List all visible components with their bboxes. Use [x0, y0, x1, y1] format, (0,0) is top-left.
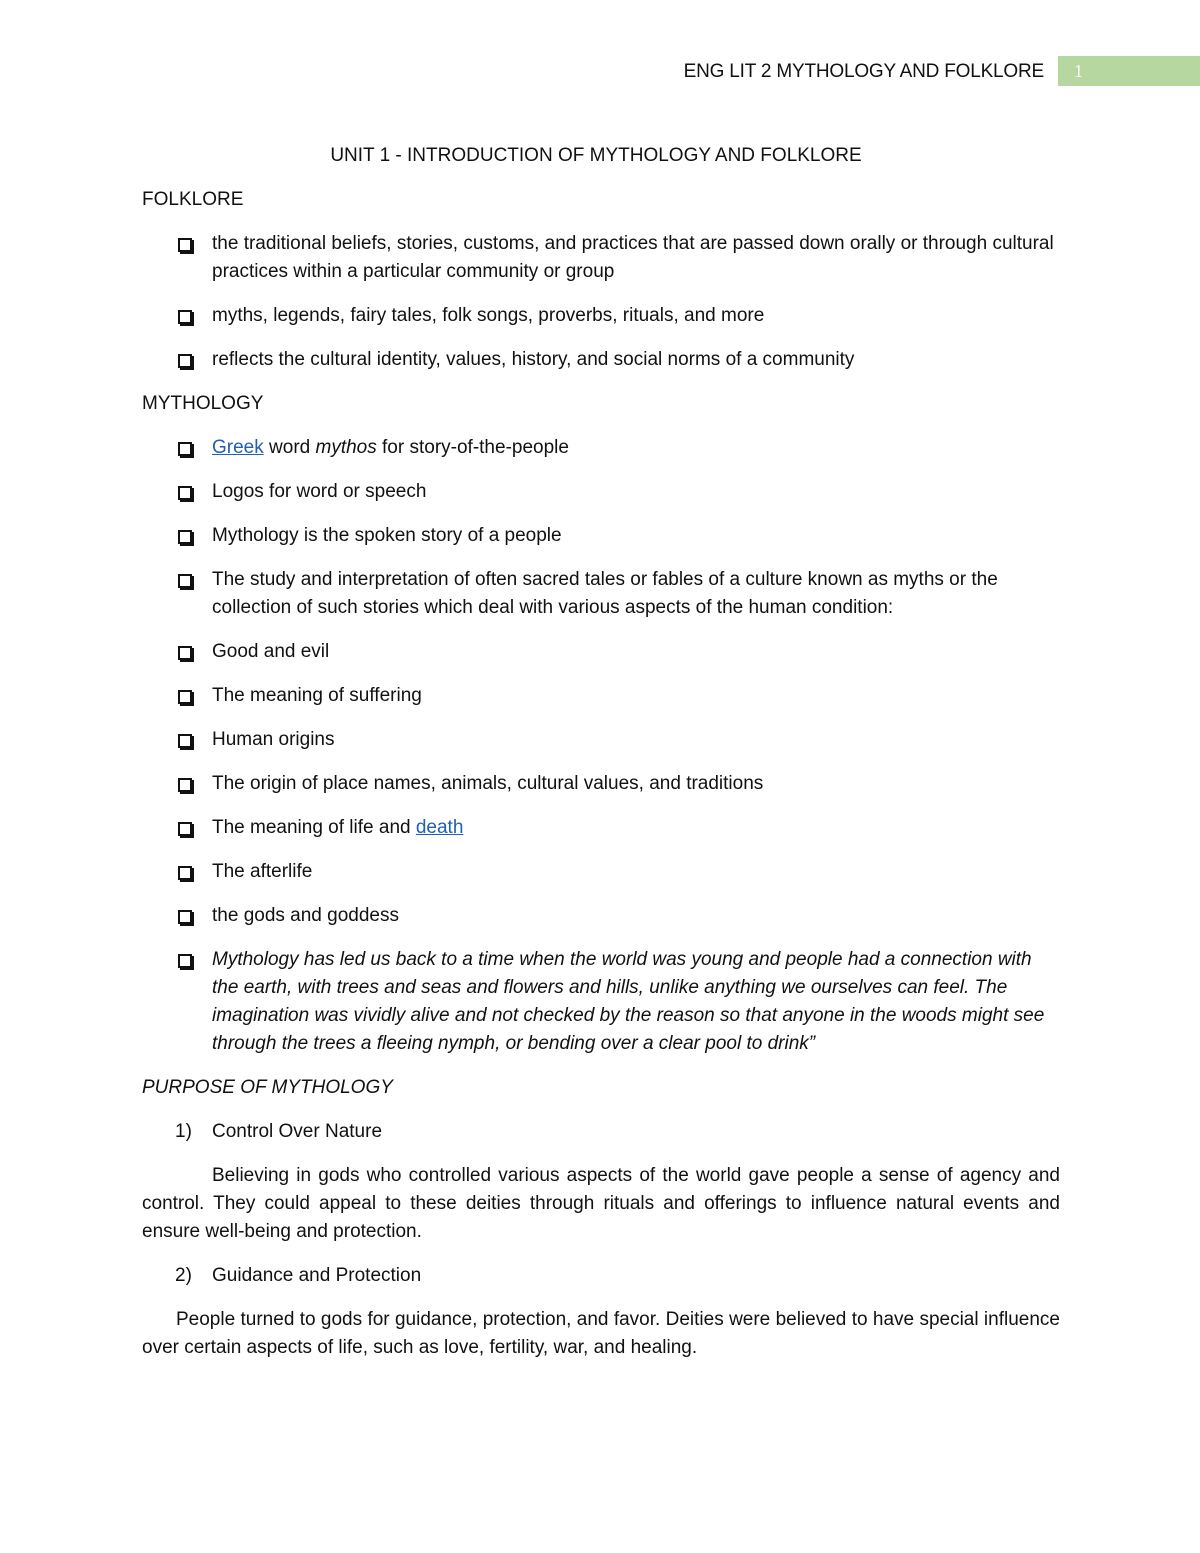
bullet-text: The study and interpretation of often sacred tales or fables of a culture known as myths or the collection of such stories which deal with various aspects of the human condition: — [212, 569, 998, 618]
checkbox-bullet-icon — [178, 354, 192, 368]
header-title: ENG LIT 2 MYTHOLOGY AND FOLKLORE — [683, 61, 1044, 82]
mythology-list — [142, 434, 1060, 1058]
item-number: 1) — [175, 1121, 192, 1142]
quote-text: Mythology has led us back to a time when the world was young and people had a connection with the earth, with trees and seas and flowers and hills, unlike anything we ourselves can feel. The imagination was vividly alive and not checked by the reason so that anyone in the woods might see through the trees a fleeing nymph, or bending over a clear pool to drink” — [212, 949, 1045, 1054]
document-body — [142, 142, 1060, 1378]
bullet-text: the traditional beliefs, stories, customs, and practices that are passed down orally or through cultural practices within a particular community or group — [212, 233, 1054, 282]
checkbox-bullet-icon — [178, 530, 192, 544]
list-item — [142, 638, 1060, 666]
mythology-heading: MYTHOLOGY — [142, 393, 264, 414]
checkbox-bullet-icon — [178, 646, 192, 660]
bullet-text: Human origins — [212, 729, 335, 750]
page-header — [0, 56, 1200, 86]
checkbox-bullet-icon — [178, 866, 192, 880]
folklore-list — [142, 230, 1060, 374]
item-title: Guidance and Protection — [212, 1265, 422, 1286]
list-item — [142, 434, 1060, 462]
mythos-term: mythos — [315, 437, 377, 458]
list-item — [142, 346, 1060, 374]
bullet-text: Mythology is the spoken story of a people — [212, 525, 562, 546]
paragraph: Believing in gods who controlled various aspects of the world gave people a sense of agency and control. They could appeal to these deities through rituals and offerings to influence natural events and ensure well-being and protection. — [142, 1165, 1060, 1242]
bullet-text: myths, legends, fairy tales, folk songs, proverbs, rituals, and more — [212, 305, 765, 326]
greek-link[interactable]: Greek — [212, 437, 264, 458]
checkbox-bullet-icon — [178, 238, 192, 252]
death-link[interactable]: death — [415, 817, 464, 838]
list-item — [142, 522, 1060, 550]
folklore-heading: FOLKLORE — [142, 189, 244, 210]
bullet-text: Logos for word or speech — [212, 481, 427, 502]
bullet-text: Good and evil — [212, 641, 330, 662]
list-item — [142, 814, 1060, 842]
list-item — [142, 478, 1060, 506]
purpose-heading: PURPOSE OF MYTHOLOGY — [142, 1077, 393, 1098]
numbered-item — [142, 1118, 1060, 1146]
checkbox-bullet-icon — [178, 442, 192, 456]
item-title: Control Over Nature — [212, 1121, 383, 1142]
numbered-item — [142, 1262, 1060, 1290]
bullet-text: reflects the cultural identity, values, history, and social norms of a community — [212, 349, 855, 370]
paragraph: People turned to gods for guidance, protection, and favor. Deities were believed to have special influence over certain aspects of life, such as love, fertility, war, and healing. — [142, 1309, 1060, 1358]
list-item — [142, 770, 1060, 798]
list-item — [142, 902, 1060, 930]
checkbox-bullet-icon — [178, 310, 192, 324]
checkbox-bullet-icon — [178, 954, 192, 968]
item-number: 2) — [175, 1265, 192, 1286]
unit-title: UNIT 1 - INTRODUCTION OF MYTHOLOGY AND FOLKLORE — [330, 145, 862, 166]
bullet-text: The origin of place names, animals, cultural values, and traditions — [212, 773, 764, 794]
bullet-text: for story-of-the-people — [376, 437, 569, 458]
checkbox-bullet-icon — [178, 910, 192, 924]
list-item — [142, 230, 1060, 286]
bullet-text: The meaning of suffering — [212, 685, 422, 706]
checkbox-bullet-icon — [178, 486, 192, 500]
checkbox-bullet-icon — [178, 778, 192, 792]
page-number: 1 — [1060, 56, 1200, 86]
list-item — [142, 946, 1060, 1058]
list-item — [142, 682, 1060, 710]
checkbox-bullet-icon — [178, 690, 192, 704]
checkbox-bullet-icon — [178, 574, 192, 588]
bullet-text: The meaning of life and — [212, 817, 416, 838]
bullet-text: the gods and goddess — [212, 905, 399, 926]
bullet-text: The afterlife — [212, 861, 313, 882]
checkbox-bullet-icon — [178, 822, 192, 836]
list-item — [142, 302, 1060, 330]
list-item — [142, 566, 1060, 622]
bullet-text: word — [263, 437, 316, 458]
list-item — [142, 858, 1060, 886]
list-item — [142, 726, 1060, 754]
checkbox-bullet-icon — [178, 734, 192, 748]
